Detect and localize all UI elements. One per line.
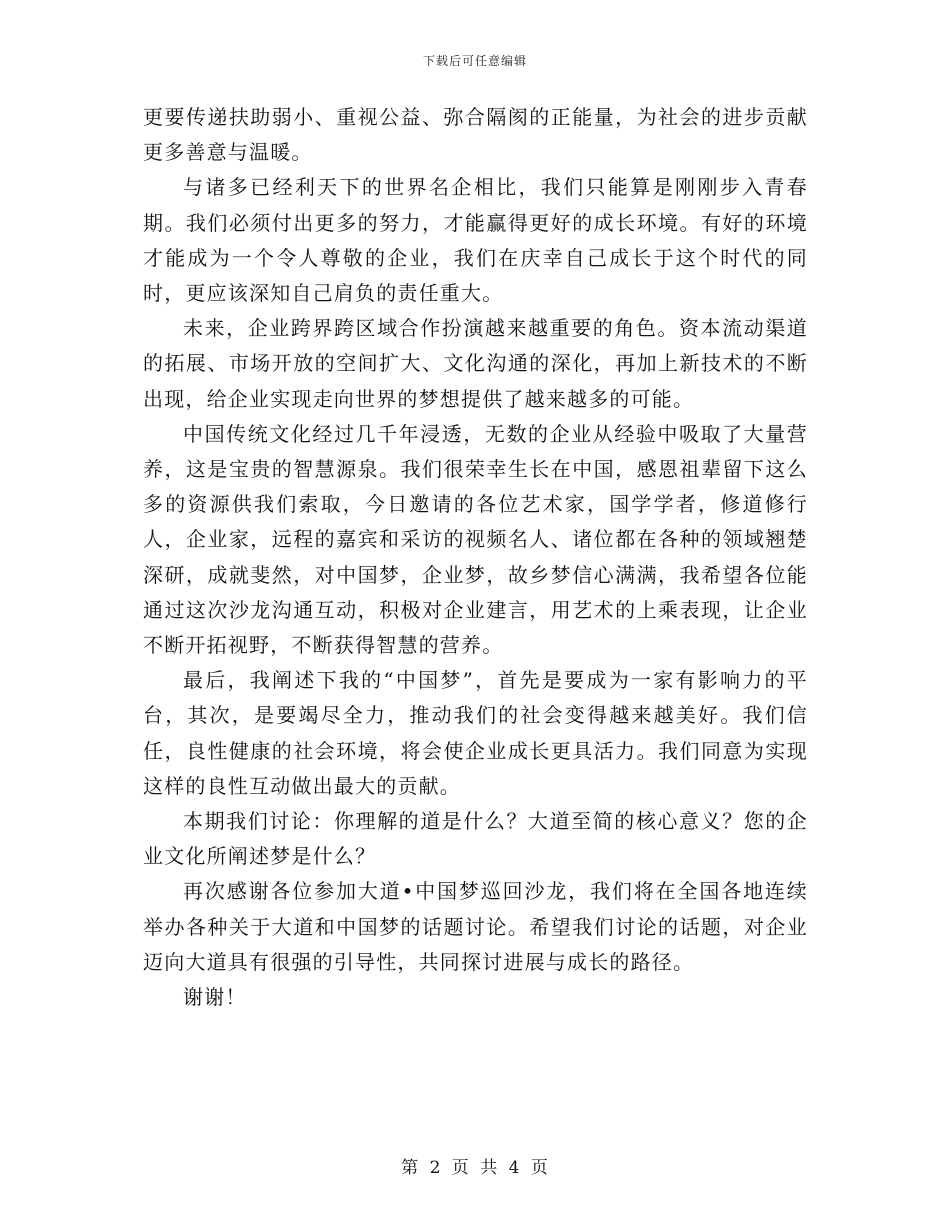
page-number-footer: 第 2 页 共 4 页	[401, 1158, 549, 1178]
paragraph-continuation: 更要传递扶助弱小、重视公益、弥合隔阂的正能量，为社会的进步贡献更多善意与温暖。	[143, 105, 808, 165]
paragraph: 与诸多已经利天下的世界名企相比，我们只能算是刚刚步入青春期。我们必须付出更多的努力，才能赢得更好的成长环境。有好的环境才能成为一个令人尊敬的企业，我们在庆幸自己成长于这个时代的同时，更应该深知自己肩负的责任重大。	[143, 175, 808, 306]
paragraph: 中国传统文化经过几千年浸透，无数的企业从经验中吸取了大量营养，这是宝贵的智慧源泉。我们很荣幸生长在中国，感恩祖辈留下这么多的资源供我们索取，今日邀请的各位艺术家，国学学者，修道修行人，企业家，远程的嘉宾和采访的视频名人、诸位都在各种的领域翘楚深研，成就斐然，对中国梦，企业梦，故乡梦信心满满，我希望各位能通过这次沙龙沟通互动，积极对企业建言，用艺术的上乘表现，让企业不断开拓视野，不断获得智慧的营养。	[143, 421, 808, 658]
page-header: 下载后可任意编辑	[422, 54, 527, 68]
paragraph: 再次感谢各位参加大道•中国梦巡回沙龙，我们将在全国各地连续举办各种关于大道和中国梦的话题讨论。希望我们讨论的话题，对企业迈向大道具有很强的引导性，共同探讨进展与成长的路径。	[143, 879, 808, 974]
paragraph: 本期我们讨论：你理解的道是什么？大道至简的核心意义？您的企业文化所阐述梦是什么？	[143, 809, 808, 869]
paragraph: 未来，企业跨界跨区域合作扮演越来越重要的角色。资本流动渠道的拓展、市场开放的空间扩大、文化沟通的深化，再加上新技术的不断出现，给企业实现走向世界的梦想提供了越来越多的可能。	[143, 316, 808, 411]
paragraph-closing: 谢谢！	[183, 985, 247, 1010]
document-body	[143, 100, 808, 1015]
paragraph: 最后，我阐述下我的“中国梦”，首先是要成为一家有影响力的平台，其次，是要竭尽全力，推动我们的社会变得越来越美好。我们信任，良性健康的社会环境，将会使企业成长更具活力。我们同意为实现这样的良性互动做出最大的贡献。	[143, 668, 808, 798]
